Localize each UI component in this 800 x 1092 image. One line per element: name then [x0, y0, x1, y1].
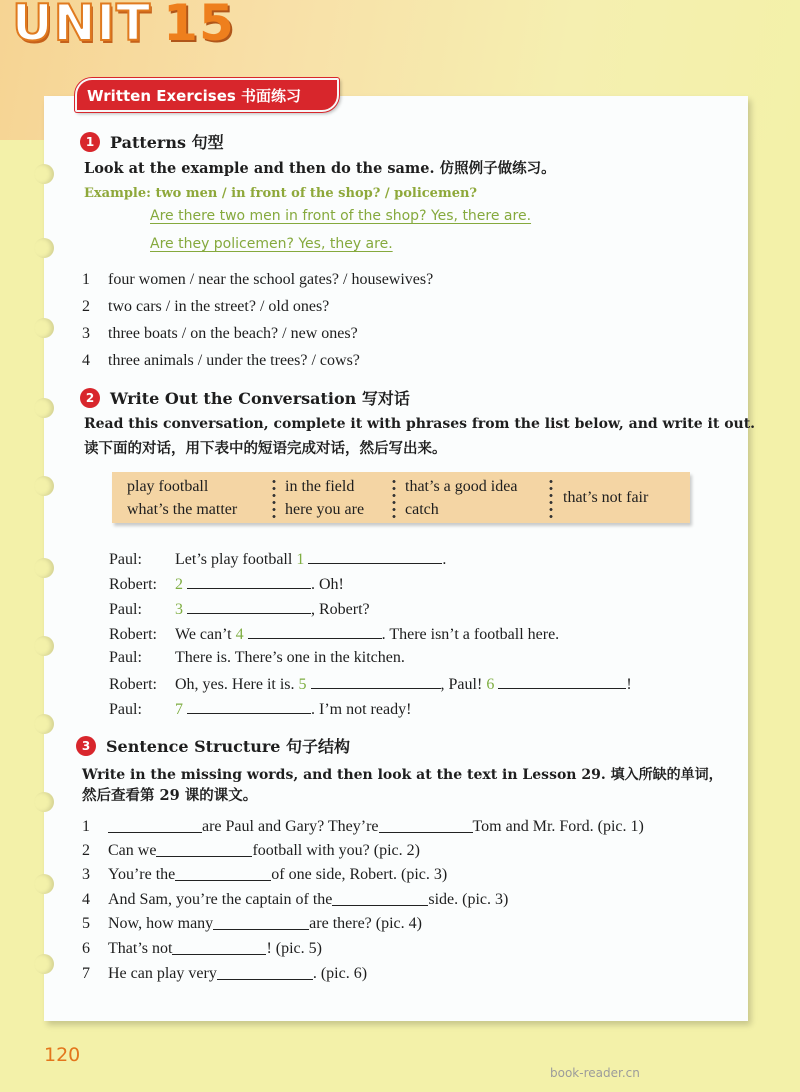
answer-blank[interactable] — [156, 842, 252, 857]
item-number: 1 — [82, 271, 90, 288]
unit-title — [12, 0, 235, 52]
binder-hole — [34, 238, 54, 258]
section-2-title: Write Out the Conversation 写对话 — [110, 389, 410, 408]
speaker: Paul: — [109, 649, 142, 666]
answer-blank[interactable] — [311, 674, 441, 689]
dialogue-line — [109, 649, 405, 667]
phrase-column-3 — [405, 475, 517, 521]
list-item — [82, 866, 447, 884]
section-2-instruction-en: Read this conversation, complete it with phrases from the list below, and write it out. — [84, 416, 756, 432]
answer-blank[interactable] — [187, 599, 311, 614]
section-2-instruction-zh: 读下面的对话，用下表中的短语完成对话，然后写出来。 — [84, 440, 447, 457]
section-1-instruction: Look at the example and then do the same. 仿照例子做练习。 — [84, 160, 556, 177]
item-text: Can we — [108, 842, 157, 859]
item-text: side. (pic. 3) — [428, 891, 509, 908]
section-2-heading — [80, 386, 410, 409]
list-item — [82, 325, 358, 343]
item-text: And Sam, you’re the captain of the — [108, 891, 333, 908]
blank-number: 1 — [296, 551, 305, 568]
answer-blank[interactable] — [172, 940, 266, 955]
section-number-badge: 2 — [80, 388, 100, 408]
item-number: 7 — [82, 965, 90, 982]
line-text: We can’t — [175, 626, 236, 643]
dialogue-line — [109, 599, 370, 619]
blank-number: 3 — [175, 601, 183, 618]
phrase-list-box — [112, 472, 690, 523]
phrase-column-2 — [285, 475, 364, 521]
list-item — [82, 352, 360, 370]
answer-blank[interactable] — [332, 891, 428, 906]
item-number: 3 — [82, 325, 90, 342]
item-text: Tom and Mr. Ford. (pic. 1) — [472, 818, 644, 835]
line-text: . There isn’t a football here. — [381, 626, 560, 643]
phrase-column-1 — [127, 475, 237, 521]
list-item — [82, 915, 422, 933]
list-item — [82, 940, 322, 958]
list-item — [82, 818, 644, 836]
phrase-item: here you are — [285, 501, 365, 518]
phrase-item: catch — [405, 501, 439, 518]
binder-hole — [34, 398, 54, 418]
binder-hole — [34, 714, 54, 734]
section-3-instruction-2: 然后查看第 29 课的课文。 — [82, 787, 258, 804]
answer-blank[interactable] — [213, 915, 309, 930]
section-number-badge: 3 — [76, 736, 96, 756]
blank-number: 2 — [175, 576, 183, 593]
line-text: , Paul! — [440, 676, 487, 693]
item-number: 2 — [82, 842, 90, 859]
item-text: three animals / under the trees? / cows? — [108, 352, 360, 369]
dotted-divider — [272, 478, 276, 518]
item-number: 4 — [82, 352, 90, 369]
answer-blank[interactable] — [187, 699, 311, 714]
answer-blank[interactable] — [175, 866, 271, 881]
line-text: ! — [626, 676, 632, 693]
item-number: 3 — [82, 866, 90, 883]
item-text: four women / near the school gates? / housewives? — [108, 271, 434, 288]
blank-number: 6 — [486, 676, 495, 693]
blank-number: 5 — [298, 676, 307, 693]
item-text: Now, how many — [108, 915, 214, 932]
item-number: 2 — [82, 298, 90, 315]
example-answer-2: Are they policemen? Yes, they are. — [150, 236, 393, 252]
list-item — [82, 271, 433, 289]
item-text: . (pic. 6) — [312, 965, 368, 982]
item-text: two cars / in the street? / old ones? — [108, 298, 330, 315]
item-number: 1 — [82, 818, 90, 835]
binder-hole — [34, 792, 54, 812]
dotted-divider — [549, 478, 553, 518]
list-item — [82, 842, 420, 860]
item-text: are Paul and Gary? They’re — [202, 818, 379, 835]
unit-number: 15 — [163, 0, 235, 52]
line-text: . — [442, 551, 447, 568]
item-text: of one side, Robert. (pic. 3) — [271, 866, 448, 883]
dialogue-line — [109, 624, 559, 644]
phrase-item: that’s a good idea — [405, 478, 518, 495]
example-answer-1: Are there two men in front of the shop? Yes, there are. — [150, 208, 532, 224]
binder-hole — [34, 558, 54, 578]
speaker: Paul: — [109, 551, 142, 568]
unit-word: UNIT — [12, 0, 152, 52]
answer-blank[interactable] — [379, 818, 473, 833]
section-3-heading — [76, 734, 350, 757]
binder-hole — [34, 318, 54, 338]
phrase-item: play football — [127, 478, 209, 495]
dialogue-line — [109, 549, 446, 569]
item-text: That’s not — [108, 940, 173, 957]
example-line: Example: two men / in front of the shop? / policemen? — [84, 186, 478, 201]
answer-blank[interactable] — [308, 549, 442, 564]
dialogue-line — [109, 574, 344, 594]
blank-number: 4 — [235, 626, 244, 643]
speaker: Paul: — [109, 601, 142, 618]
speaker: Paul: — [109, 701, 142, 718]
line-text: There is. There’s one in the kitchen. — [175, 649, 405, 666]
item-text: He can play very — [108, 965, 217, 982]
line-text: , Robert? — [311, 601, 370, 618]
item-text: You’re the — [108, 866, 176, 883]
line-text: . Oh! — [311, 576, 344, 593]
item-number: 6 — [82, 940, 90, 957]
binder-hole — [34, 164, 54, 184]
answer-blank[interactable] — [498, 674, 626, 689]
speaker: Robert: — [109, 576, 157, 593]
page-number: 120 — [44, 1044, 81, 1066]
list-item — [82, 298, 329, 316]
answer-blank[interactable] — [108, 818, 202, 833]
list-item — [82, 965, 367, 983]
section-1-title: Patterns 句型 — [110, 133, 224, 152]
section-3-instruction-1: Write in the missing words, and then look at the text in Lesson 29. 填入所缺的单词， — [82, 767, 723, 783]
phrase-column-4 — [563, 486, 648, 509]
item-text: ! (pic. 5) — [266, 940, 322, 957]
line-text: . I’m not ready! — [311, 701, 412, 718]
blank-number: 7 — [175, 701, 183, 718]
line-text: Let’s play football — [175, 551, 297, 568]
item-text: football with you? (pic. 2) — [252, 842, 420, 859]
answer-blank[interactable] — [217, 965, 313, 980]
answer-blank[interactable] — [248, 624, 382, 639]
speaker: Robert: — [109, 676, 157, 693]
line-text: Oh, yes. Here it is. — [175, 676, 299, 693]
binder-hole — [34, 636, 54, 656]
phrase-item: that’s not fair — [563, 489, 649, 506]
list-item — [82, 891, 508, 909]
phrase-item: in the field — [285, 478, 355, 495]
phrase-item: what’s the matter — [127, 501, 238, 518]
dialogue-line — [109, 699, 411, 719]
section-number-badge: 1 — [80, 132, 100, 152]
watermark: book-reader.cn — [550, 1066, 640, 1080]
section-3-title: Sentence Structure 句子结构 — [106, 737, 351, 756]
item-number: 5 — [82, 915, 90, 932]
speaker: Robert: — [109, 626, 157, 643]
binder-hole — [34, 476, 54, 496]
section-1-heading — [80, 130, 224, 153]
section-header-tab: Written Exercises 书面练习 — [75, 78, 339, 112]
answer-blank[interactable] — [187, 574, 311, 589]
dotted-divider — [392, 478, 396, 518]
binder-hole — [34, 874, 54, 894]
binder-hole — [34, 954, 54, 974]
item-text: are there? (pic. 4) — [309, 915, 422, 932]
item-number: 4 — [82, 891, 90, 908]
dialogue-line — [109, 674, 632, 694]
item-text: three boats / on the beach? / new ones? — [108, 325, 358, 342]
